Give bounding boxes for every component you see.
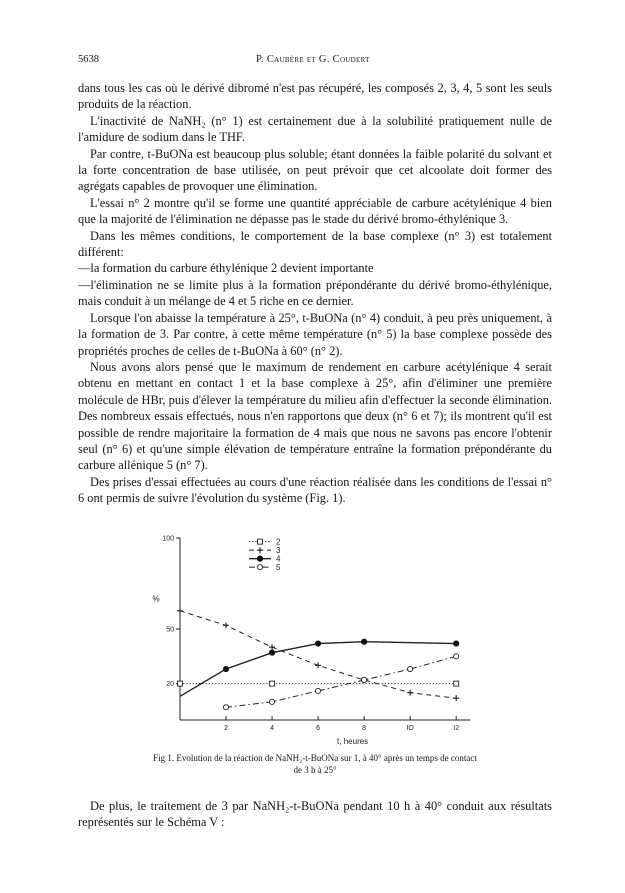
x-tick-label: I2	[453, 725, 460, 732]
series-2-point	[178, 681, 183, 686]
x-tick-label: 2	[224, 725, 228, 732]
running-head: P. Caubère et G. Coudert	[256, 54, 370, 65]
legend-marker-2	[258, 539, 263, 544]
series-3-point	[223, 622, 229, 628]
paragraph: Dans les mêmes conditions, le comportement de la base complexe (n° 3) est totalement différent:	[78, 228, 552, 260]
series-5-point	[223, 705, 228, 710]
closing-paragraph	[78, 798, 552, 831]
paragraph: dans tous les cas où le dérivé dibromé n'est pas récupéré, les composés 2, 3, 4, 5 sont les seuls produits de la réaction.	[78, 81, 552, 112]
paragraph: Par contre, t-BuONa est beaucoup plus soluble; étant données la faible polarité du solvant et la forte concentration de base utilisée, on peut prévoir que cet alcoolate doit former des agrégats capables de provoquer une élimination.	[78, 146, 552, 194]
series-4-point	[362, 639, 367, 644]
body-text	[78, 80, 552, 507]
series-3-point	[269, 644, 275, 650]
y-axis-label: %	[152, 594, 160, 604]
y-tick-label: 50	[166, 626, 174, 634]
series-5-point	[408, 666, 413, 671]
figure-1-chart	[110, 530, 530, 748]
series-2-point	[270, 681, 275, 686]
legend-marker-4	[257, 556, 262, 561]
y-tick-label: 100	[162, 535, 174, 543]
x-tick-label: 4	[270, 725, 275, 732]
legend-marker-5	[257, 565, 262, 570]
x-axis-label: t, heures	[337, 737, 369, 746]
caption-line-1: Fig 1. Evolution de la réaction de NaNH₂-t-BuONa sur 1, à 40° après un temps de contact	[153, 753, 477, 763]
x-tick-label: 6	[316, 725, 321, 732]
list-item: —la formation du carbure éthylénique 2 devient importante	[78, 261, 374, 276]
page-header	[78, 54, 550, 70]
series-4-point	[223, 666, 228, 671]
series-5-point	[269, 699, 274, 704]
legend-label: 3	[276, 546, 281, 556]
caption-line-2: de 3 h à 25°	[293, 765, 337, 775]
series-3-point	[177, 608, 183, 614]
series-5-line	[226, 656, 456, 707]
series-5-point	[454, 654, 459, 659]
legend-marker-3	[257, 547, 263, 553]
series-5-point	[315, 688, 320, 693]
paragraph: Lorsque l'on abaisse la température à 25°, t-BuONa (n° 4) conduit, à peu près uniquement, à la formation de 3. Par contre, à cette même température (n° 5) la base complexe possède des propriétés proches de celles de t-BuONa à 60° (n° 2).	[78, 310, 552, 358]
legend-label: 4	[276, 554, 281, 564]
series-4-point	[315, 641, 320, 646]
paragraph: L'inactivité de NaNH₂ (n° 1) est certainement due à la solubilité pratiquement nulle de l'amidure de sodium dans le THF.	[78, 113, 552, 145]
series-5-point	[362, 677, 367, 682]
paragraph: Nous avons alors pensé que le maximum de rendement en carbure acétylénique 4 serait obtenu en mettant en contact 1 et la base complexe à 25°, afin d'éliminer une première molécule de HBr, puis d'élever la température du milieu afin d'effectuer la seconde élimination. Des nombreux essais effectués, nous n'en rapportons que deux (n° 6 et 7); ils montrent qu'il est possible de rendre majoritaire la formation de 4 mais que nous ne savons pas encore l'obtenir seul (n° 6) et qu'une simple élévation de température entraîne la formation prépondérante du carbure allénique 5 (n° 7).	[78, 359, 552, 473]
legend-label: 2	[276, 537, 281, 547]
series-4-point	[269, 650, 274, 655]
series-3-point	[315, 662, 321, 668]
page-number: 5638	[78, 54, 99, 65]
x-tick-label: 8	[362, 725, 367, 732]
series-2-point	[454, 681, 459, 686]
paragraph: Des prises d'essai effectuées au cours d'une réaction réalisée dans les conditions de l'essai n° 6 ont permis de suivre l'évolution du système (Fig. 1).	[78, 474, 552, 506]
list-item: —l'élimination ne se limite plus à la formation prépondérante du dérivé bromo-éthylénique, mais conduit à un mélange de 4 et 5 riche en ce dernier.	[78, 277, 552, 309]
series-3-point	[453, 695, 459, 701]
legend-label: 5	[276, 563, 281, 573]
x-tick-label: IO	[406, 725, 414, 732]
y-tick-label: 20	[166, 681, 174, 689]
figure-caption	[80, 752, 550, 776]
paragraph: L'essai n° 2 montre qu'il se forme une quantité appréciable de carbure acétylénique 4 bien que la majorité de l'élimination ne dépasse pas le stade du dérivé bromo-éthylénique 3.	[78, 195, 552, 227]
series-4-point	[454, 641, 459, 646]
series-3-point	[407, 690, 413, 696]
paragraph: De plus, le traitement de 3 par NaNH₂-t-BuONa pendant 10 h à 40° conduit aux résultats représentés sur le Schéma V :	[78, 799, 552, 830]
series-3-line	[180, 611, 456, 698]
